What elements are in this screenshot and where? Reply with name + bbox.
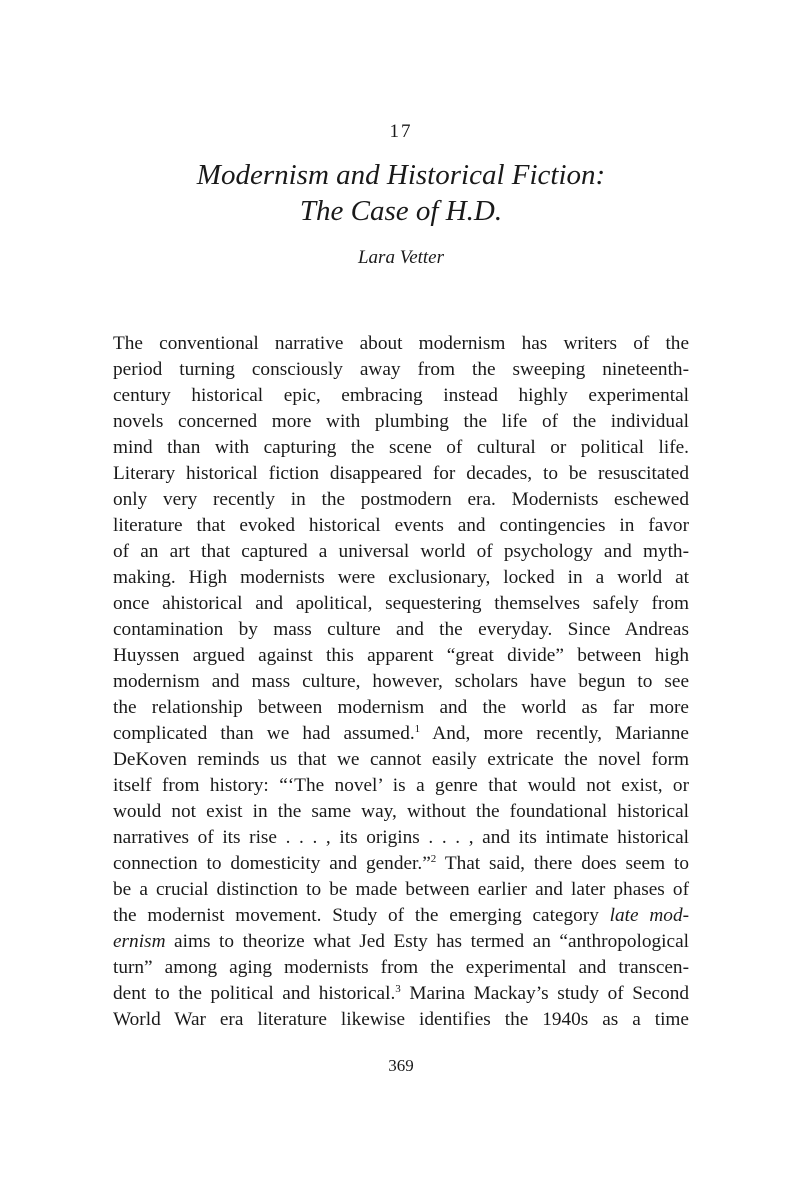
body-text-segment: complicated than we had assumed. <box>113 723 415 744</box>
body-text-segment: the modernist movement. Study of the emerging category <box>113 905 610 926</box>
body-text-segment: connection to domesticity and gender.” <box>113 853 431 874</box>
body-line: World War era literature likewise identifies the 1940s as a time <box>113 1009 689 1030</box>
body-text-segment: That said, there does seem to <box>436 853 690 874</box>
body-text-segment: aims to theorize what Jed Esty has termed an “anthropological <box>165 931 689 952</box>
body-text-segment: Marina Mackay’s study of Second <box>400 983 689 1004</box>
body-line: making. High modernists were exclusionary, locked in a world at <box>113 567 689 588</box>
body-line: turn” among aging modernists from the experimental and transcen- <box>113 957 689 978</box>
body-line <box>113 981 689 1007</box>
body-line: once ahistorical and apolitical, sequestering themselves safely from <box>113 593 689 614</box>
footnote-marker-1[interactable]: 1 <box>414 723 421 735</box>
body-line <box>113 851 689 877</box>
footnote-marker-3[interactable]: 3 <box>395 983 401 995</box>
body-line: be a crucial distinction to be made between earlier and later phases of <box>113 879 689 900</box>
body-line: mind than with capturing the scene of cultural or political life. <box>113 437 689 458</box>
body-line: only very recently in the postmodern era. Modernists eschewed <box>113 489 689 510</box>
chapter-title <box>0 157 802 229</box>
body-line: would not exist in the same way, without the foundational historical <box>113 801 689 822</box>
body-line: literature that evoked historical events and contingencies in favor <box>113 515 689 536</box>
body-line: DeKoven reminds us that we cannot easily extricate the novel form <box>113 749 689 770</box>
body-text-segment: And, more recently, Marianne <box>420 723 689 744</box>
body-line: period turning consciously away from the sweeping nineteenth- <box>113 359 689 380</box>
body-line: The conventional narrative about modernism has writers of the <box>113 333 689 354</box>
body-line: Huyssen argued against this apparent “great divide” between high <box>113 645 689 666</box>
author-name: Lara Vetter <box>357 247 445 268</box>
body-line: century historical epic, embracing instead highly experimental <box>113 385 689 406</box>
body-line: contamination by mass culture and the everyday. Since Andreas <box>113 619 689 640</box>
body-line: narratives of its rise . . . , its origins . . . , and its intimate historical <box>113 827 689 848</box>
page-number: 369 <box>388 1056 414 1075</box>
body-line <box>113 929 689 955</box>
chapter-title-line-1: Modernism and Historical Fiction: <box>196 159 606 191</box>
body-text-segment: dent to the political and historical. <box>113 983 396 1004</box>
body-line: Literary historical fiction disappeared for decades, to be resuscitated <box>113 463 689 484</box>
body-line <box>113 721 689 747</box>
chapter-number: 17 <box>389 121 413 142</box>
body-line: itself from history: “‘The novel’ is a genre that would not exist, or <box>113 775 689 796</box>
italic-term: ernism <box>113 931 166 952</box>
italic-term: late mod- <box>609 905 690 926</box>
body-line: novels concerned more with plumbing the life of the individual <box>113 411 689 432</box>
body-line <box>113 903 689 929</box>
footnote-marker-2[interactable]: 2 <box>430 853 437 865</box>
body-line: the relationship between modernism and the world as far more <box>113 697 689 718</box>
body-paragraph <box>113 331 689 1033</box>
body-line: of an art that captured a universal world of psychology and myth- <box>113 541 689 562</box>
chapter-title-line-2: The Case of H.D. <box>299 195 503 227</box>
body-line: modernism and mass culture, however, scholars have begun to see <box>113 671 689 692</box>
